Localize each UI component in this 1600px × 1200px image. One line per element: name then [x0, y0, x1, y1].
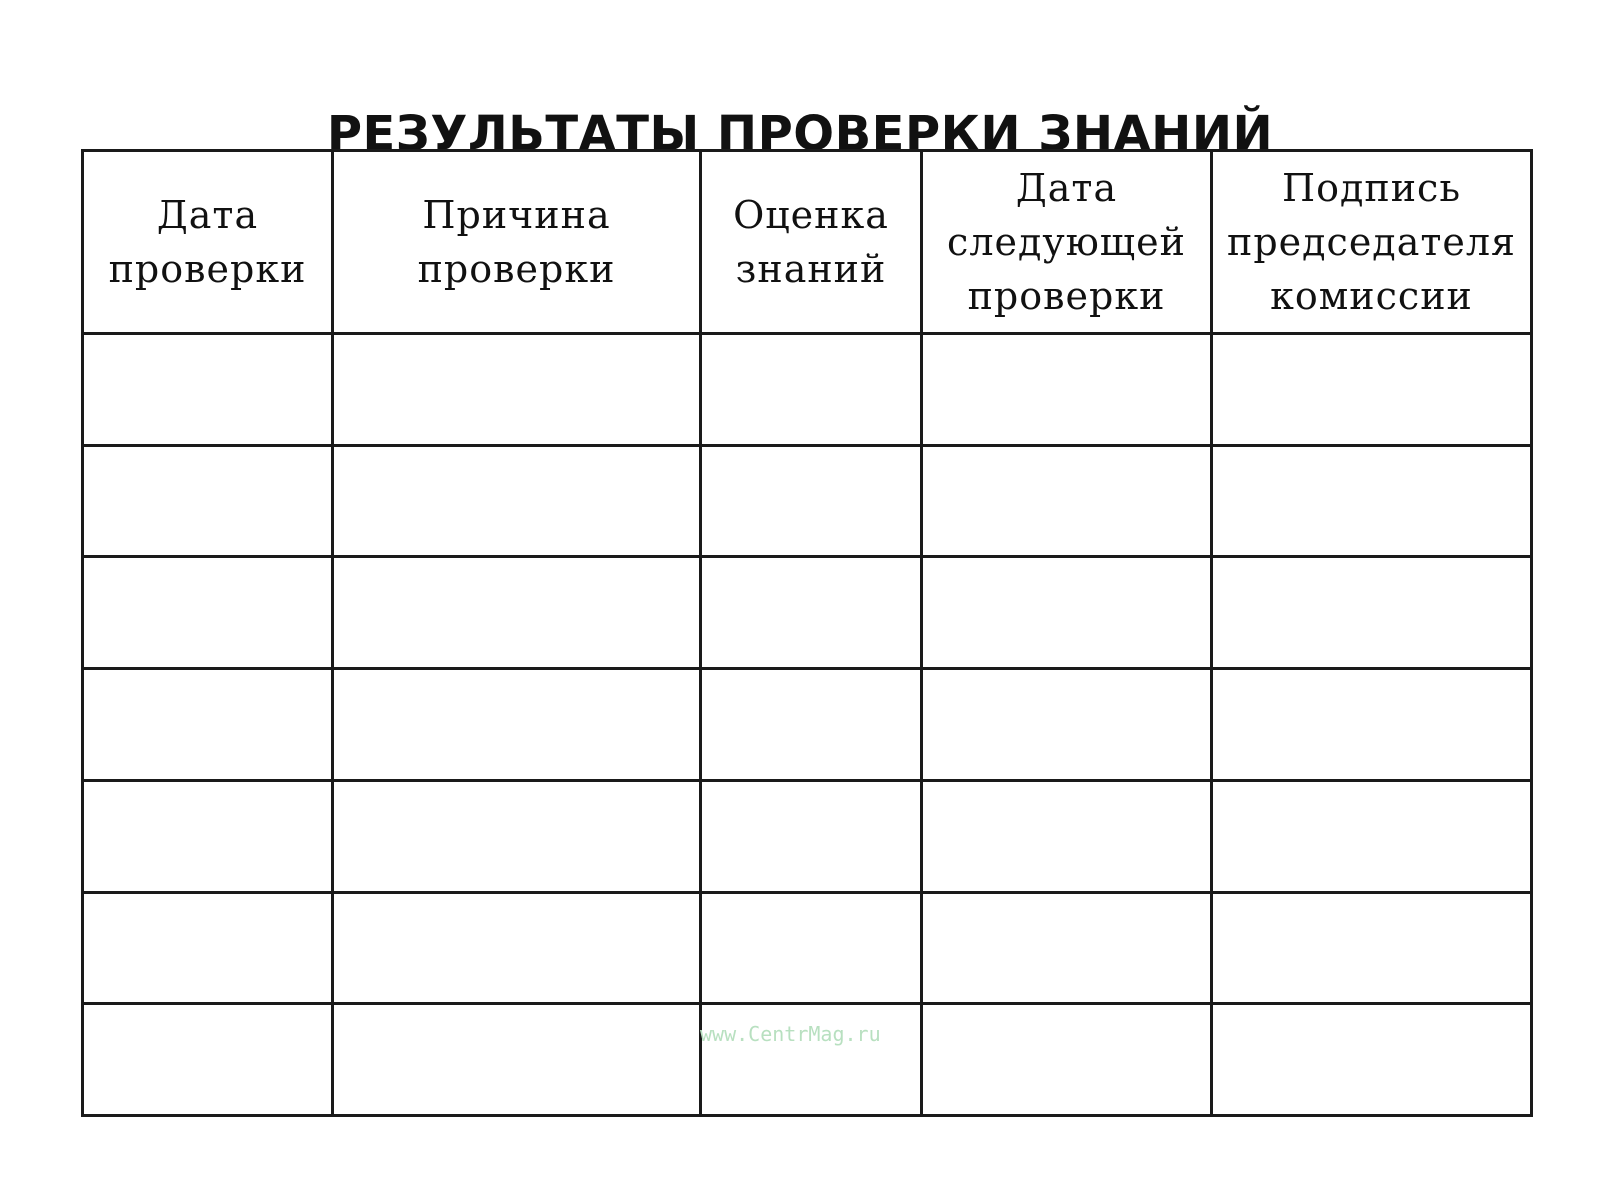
cell-reason[interactable] [333, 892, 701, 1004]
cell-date[interactable] [83, 669, 333, 781]
cell-next-date[interactable] [922, 334, 1212, 446]
cell-reason[interactable] [333, 445, 701, 557]
cell-next-date[interactable] [922, 892, 1212, 1004]
cell-next-date[interactable] [922, 557, 1212, 669]
cell-signature[interactable] [1212, 557, 1532, 669]
cell-next-date[interactable] [922, 669, 1212, 781]
table-row [83, 334, 1532, 446]
cell-grade[interactable] [701, 557, 922, 669]
header-date-of-check: Дата проверки [83, 151, 333, 334]
cell-signature[interactable] [1212, 1004, 1532, 1116]
cell-date[interactable] [83, 334, 333, 446]
header-reason-of-check: Причина проверки [333, 151, 701, 334]
cell-signature[interactable] [1212, 334, 1532, 446]
header-knowledge-grade: Оценка знаний [701, 151, 922, 334]
cell-grade[interactable] [701, 445, 922, 557]
table-row [83, 669, 1532, 781]
cell-date[interactable] [83, 445, 333, 557]
cell-reason[interactable] [333, 334, 701, 446]
cell-grade[interactable] [701, 1004, 922, 1116]
table-row [83, 1004, 1532, 1116]
cell-signature[interactable] [1212, 780, 1532, 892]
cell-date[interactable] [83, 1004, 333, 1116]
cell-date[interactable] [83, 892, 333, 1004]
table-row [83, 445, 1532, 557]
cell-grade[interactable] [701, 669, 922, 781]
header-chairman-signature: Подпись председателя комиссии [1212, 151, 1532, 334]
cell-reason[interactable] [333, 1004, 701, 1116]
watermark: www.CentrMag.ru [700, 1022, 881, 1046]
cell-next-date[interactable] [922, 780, 1212, 892]
cell-signature[interactable] [1212, 669, 1532, 781]
header-row [83, 151, 1532, 334]
cell-reason[interactable] [333, 669, 701, 781]
table-row [83, 780, 1532, 892]
cell-grade[interactable] [701, 892, 922, 1004]
page-title: РЕЗУЛЬТАТЫ ПРОВЕРКИ ЗНАНИЙ [326, 106, 1274, 163]
cell-reason[interactable] [333, 557, 701, 669]
cell-next-date[interactable] [922, 1004, 1212, 1116]
results-table [81, 149, 1533, 1117]
table-row [83, 557, 1532, 669]
cell-grade[interactable] [701, 780, 922, 892]
cell-reason[interactable] [333, 780, 701, 892]
cell-date[interactable] [83, 780, 333, 892]
table-row [83, 892, 1532, 1004]
cell-signature[interactable] [1212, 445, 1532, 557]
cell-grade[interactable] [701, 334, 922, 446]
cell-signature[interactable] [1212, 892, 1532, 1004]
cell-next-date[interactable] [922, 445, 1212, 557]
header-next-check-date: Дата следующей проверки [922, 151, 1212, 334]
cell-date[interactable] [83, 557, 333, 669]
